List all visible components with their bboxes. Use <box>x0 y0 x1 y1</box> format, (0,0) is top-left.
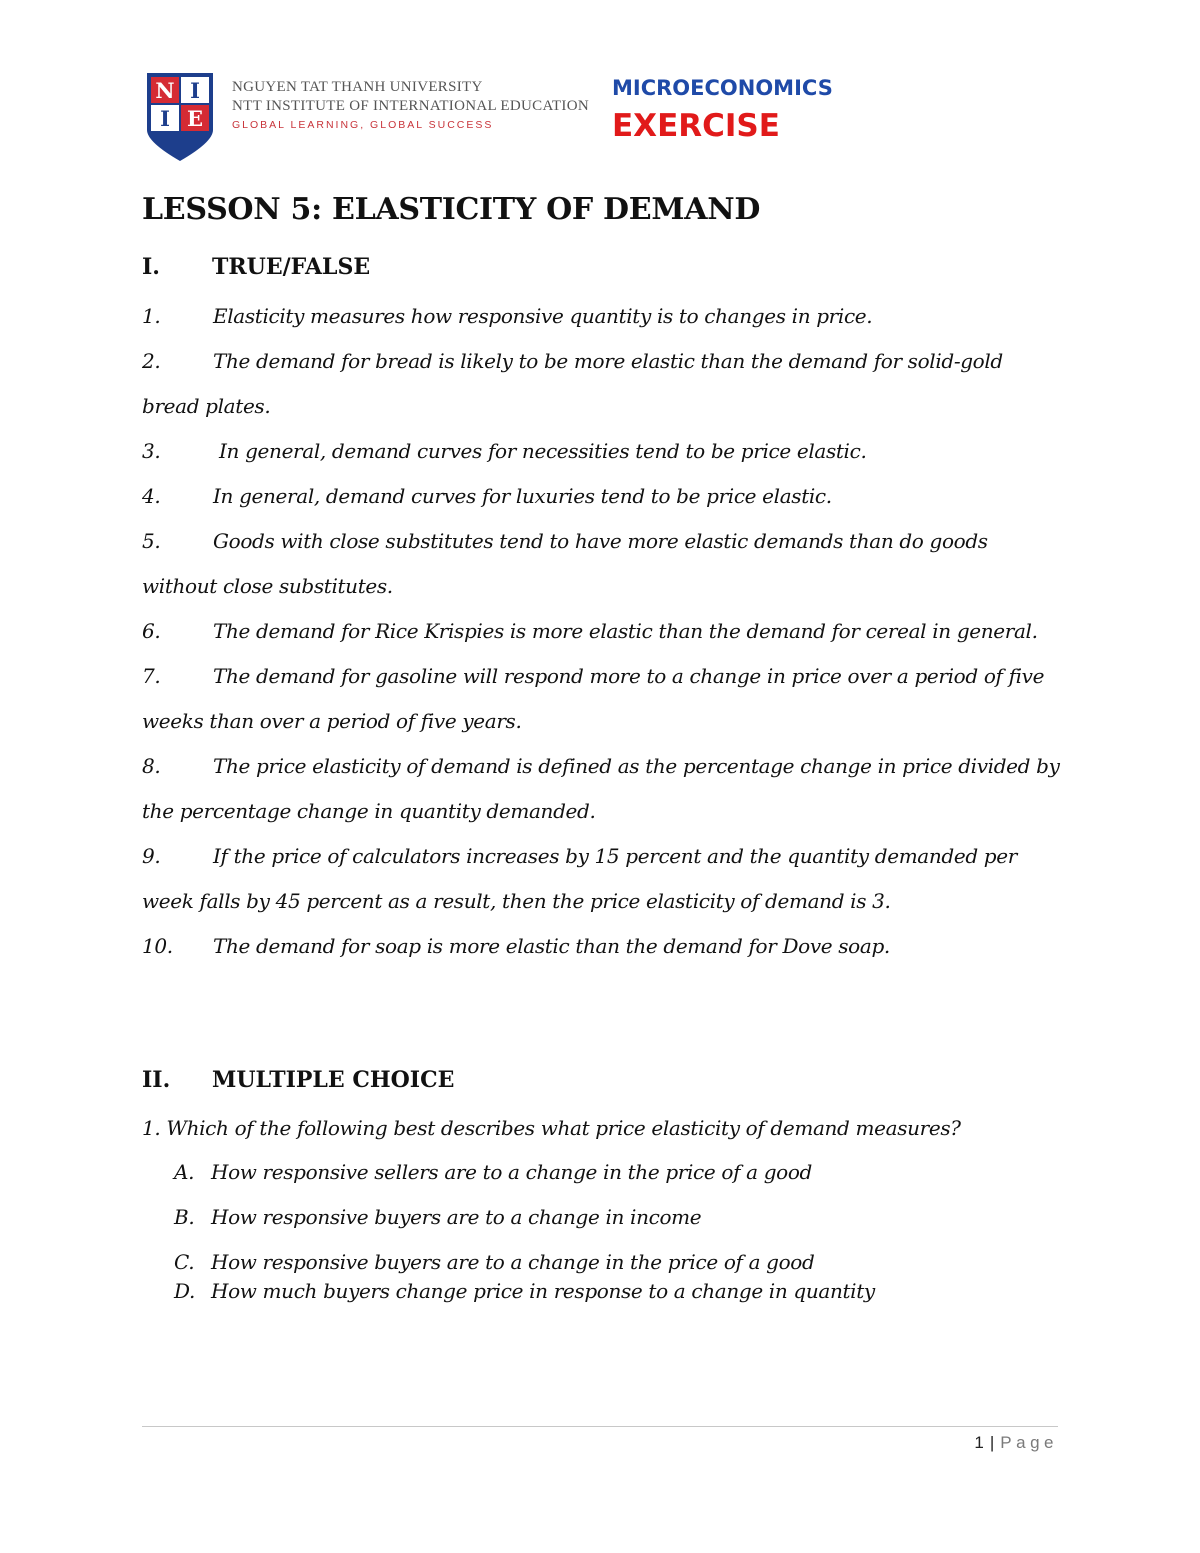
list-item <box>142 519 1062 609</box>
item-text: The demand for soap is more elastic than the demand for Dove soap. <box>213 934 890 958</box>
footer-divider <box>142 1426 1058 1427</box>
option-text: How responsive sellers are to a change in the price of a good <box>211 1160 813 1184</box>
item-text: The demand for gasoline will respond more to a change in price over a period of five weeks than over a period of five years. <box>142 664 1045 733</box>
section-number: I. <box>142 254 160 280</box>
option-text: How responsive buyers are to a change in income <box>211 1205 702 1229</box>
list-item <box>142 339 1062 429</box>
list-item <box>142 609 1062 654</box>
item-number: 8. <box>142 754 161 778</box>
svg-text:E: E <box>186 106 204 131</box>
item-number: 6. <box>142 619 161 643</box>
option-letter: A. <box>174 1160 195 1184</box>
list-item <box>142 744 1062 834</box>
niie-logo <box>146 72 214 162</box>
option-letter: C. <box>174 1250 195 1274</box>
item-number: 2. <box>142 349 161 373</box>
svg-text:N: N <box>155 78 175 103</box>
question-text: 1. Which of the following best describes what price elasticity of demand measures? <box>142 1116 961 1140</box>
answer-option <box>174 1279 875 1303</box>
list-item <box>142 294 1062 339</box>
page-label: Page <box>1000 1433 1058 1452</box>
option-letter: D. <box>174 1279 195 1303</box>
item-text: Goods with close substitutes tend to have more elastic demands than do goods without close substitutes. <box>142 529 988 598</box>
item-text: The demand for Rice Krispies is more elastic than the demand for cereal in general. <box>213 619 1038 643</box>
institution-block <box>232 78 589 131</box>
option-letter: B. <box>174 1205 195 1229</box>
page-footer <box>974 1433 1058 1453</box>
answer-option <box>174 1160 812 1184</box>
list-item <box>142 429 1062 474</box>
list-item <box>142 654 1062 744</box>
svg-text:I: I <box>190 78 200 103</box>
item-number: 1. <box>142 304 161 328</box>
list-item <box>142 474 1062 519</box>
course-title: MICROECONOMICS <box>612 76 833 100</box>
list-item <box>142 834 1062 924</box>
section-title: MULTIPLE CHOICE <box>212 1067 455 1093</box>
item-text: The price elasticity of demand is defined as the percentage change in price divided by the percentage change in quantity demanded. <box>142 754 1060 823</box>
item-number: 3. <box>142 439 161 463</box>
answer-option <box>174 1205 701 1229</box>
footer-separator: | <box>989 1433 995 1452</box>
section-multiple-choice-heading <box>142 1067 454 1093</box>
item-number: 5. <box>142 529 161 553</box>
section-number: II. <box>142 1067 171 1093</box>
item-text: In general, demand curves for luxuries tend to be price elastic. <box>213 484 832 508</box>
page-number: 1 <box>974 1433 984 1452</box>
university-name: NGUYEN TAT THANH UNIVERSITY <box>232 79 483 95</box>
item-text: If the price of calculators increases by 15 percent and the quantity demanded per week falls by 45 percent as a result, then the price elasticity of demand is 3. <box>142 844 1017 913</box>
document-type: EXERCISE <box>612 108 780 144</box>
answer-option <box>174 1250 814 1274</box>
svg-text:I: I <box>160 106 170 131</box>
item-number: 9. <box>142 844 161 868</box>
section-title: TRUE/FALSE <box>212 254 371 280</box>
option-text: How much buyers change price in response to a change in quantity <box>211 1279 875 1303</box>
option-text: How responsive buyers are to a change in the price of a good <box>211 1250 815 1274</box>
item-number: 10. <box>142 934 173 958</box>
institute-name: NTT INSTITUTE OF INTERNATIONAL EDUCATION <box>232 98 589 114</box>
lesson-title: LESSON 5: ELASTICITY OF DEMAND <box>142 192 761 227</box>
true-false-list <box>142 294 1062 969</box>
item-number: 4. <box>142 484 161 508</box>
institution-tagline: GLOBAL LEARNING, GLOBAL SUCCESS <box>232 119 494 131</box>
item-number: 7. <box>142 664 161 688</box>
item-text: In general, demand curves for necessities tend to be price elastic. <box>213 439 867 463</box>
item-text: Elasticity measures how responsive quantity is to changes in price. <box>213 304 873 328</box>
item-text: The demand for bread is likely to be more elastic than the demand for solid-gold bread plates. <box>142 349 1003 418</box>
section-true-false-heading <box>142 254 370 280</box>
list-item <box>142 924 1062 969</box>
